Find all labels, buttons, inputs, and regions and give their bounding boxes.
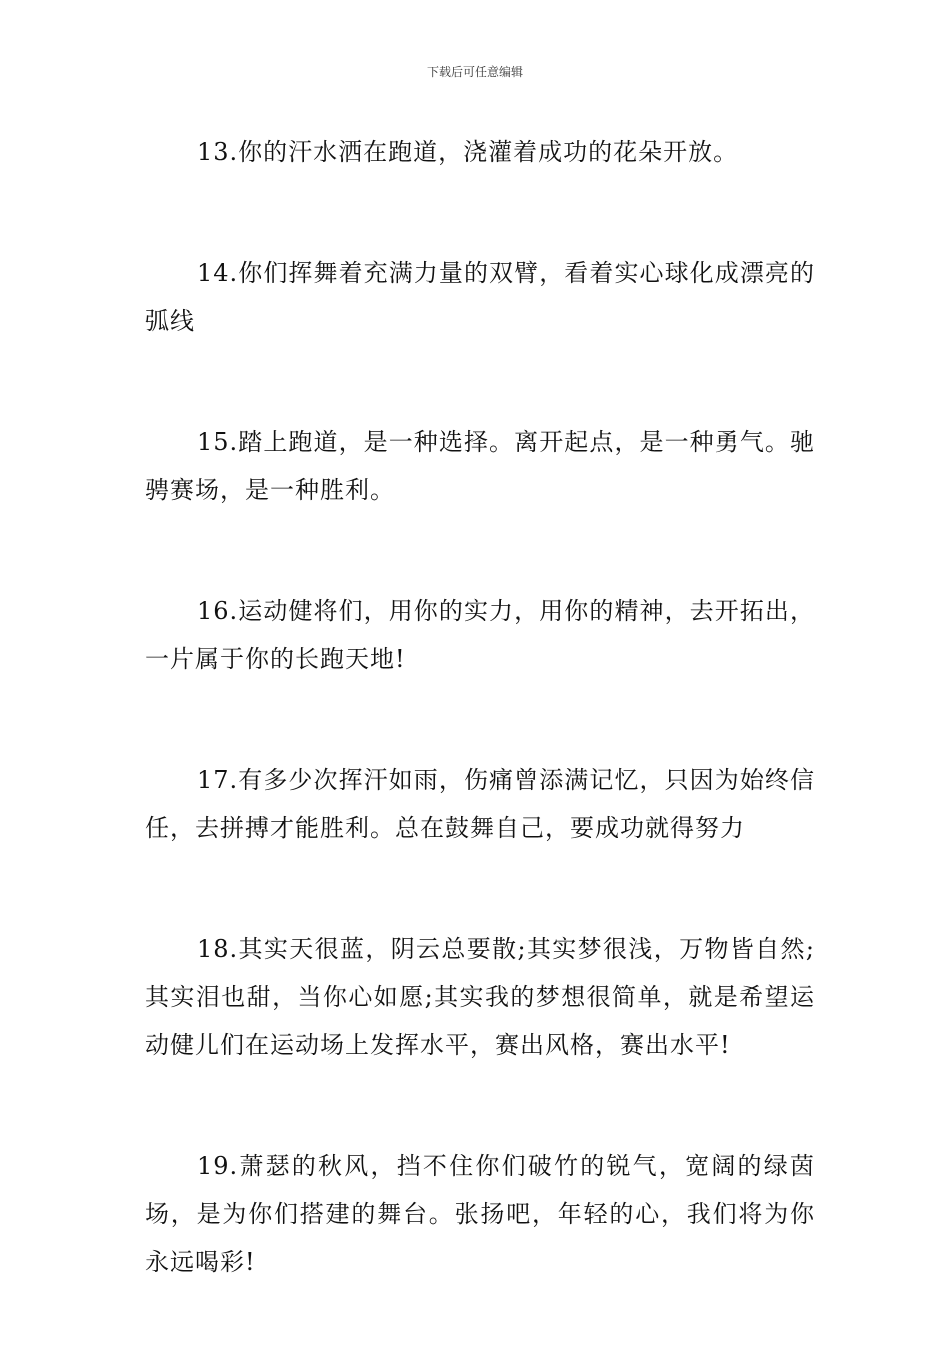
paragraph-13: 13.你的汗水洒在跑道，浇灌着成功的花朵开放。 — [197, 138, 739, 166]
paragraph-14: 14.你们挥舞着充满力量的双臂，看着实心球化成漂亮的弧线 — [145, 259, 815, 335]
paragraph-19: 19.萧瑟的秋风，挡不住你们破竹的锐气，宽阔的绿茵场，是为你们搭建的舞台。张扬吧，年轻的心，我们将为你永远喝彩! — [145, 1152, 815, 1276]
paragraph-15: 15.踏上跑道，是一种选择。离开起点，是一种勇气。驰骋赛场，是一种胜利。 — [145, 428, 815, 504]
document-body — [145, 128, 815, 1359]
page-header: 下载后可任意编辑 — [426, 65, 523, 79]
paragraph-16: 16.运动健将们，用你的实力，用你的精神，去开拓出，一片属于你的长跑天地! — [145, 597, 815, 673]
paragraph-17: 17.有多少次挥汗如雨，伤痛曾添满记忆，只因为始终信任，去拼搏才能胜利。总在鼓舞自己，要成功就得努力 — [145, 766, 815, 842]
paragraph-18: 18.其实天很蓝，阴云总要散;其实梦很浅，万物皆自然;其实泪也甜，当你心如愿;其实我的梦想很简单，就是希望运动健儿们在运动场上发挥水平，赛出风格，赛出水平! — [145, 935, 815, 1059]
